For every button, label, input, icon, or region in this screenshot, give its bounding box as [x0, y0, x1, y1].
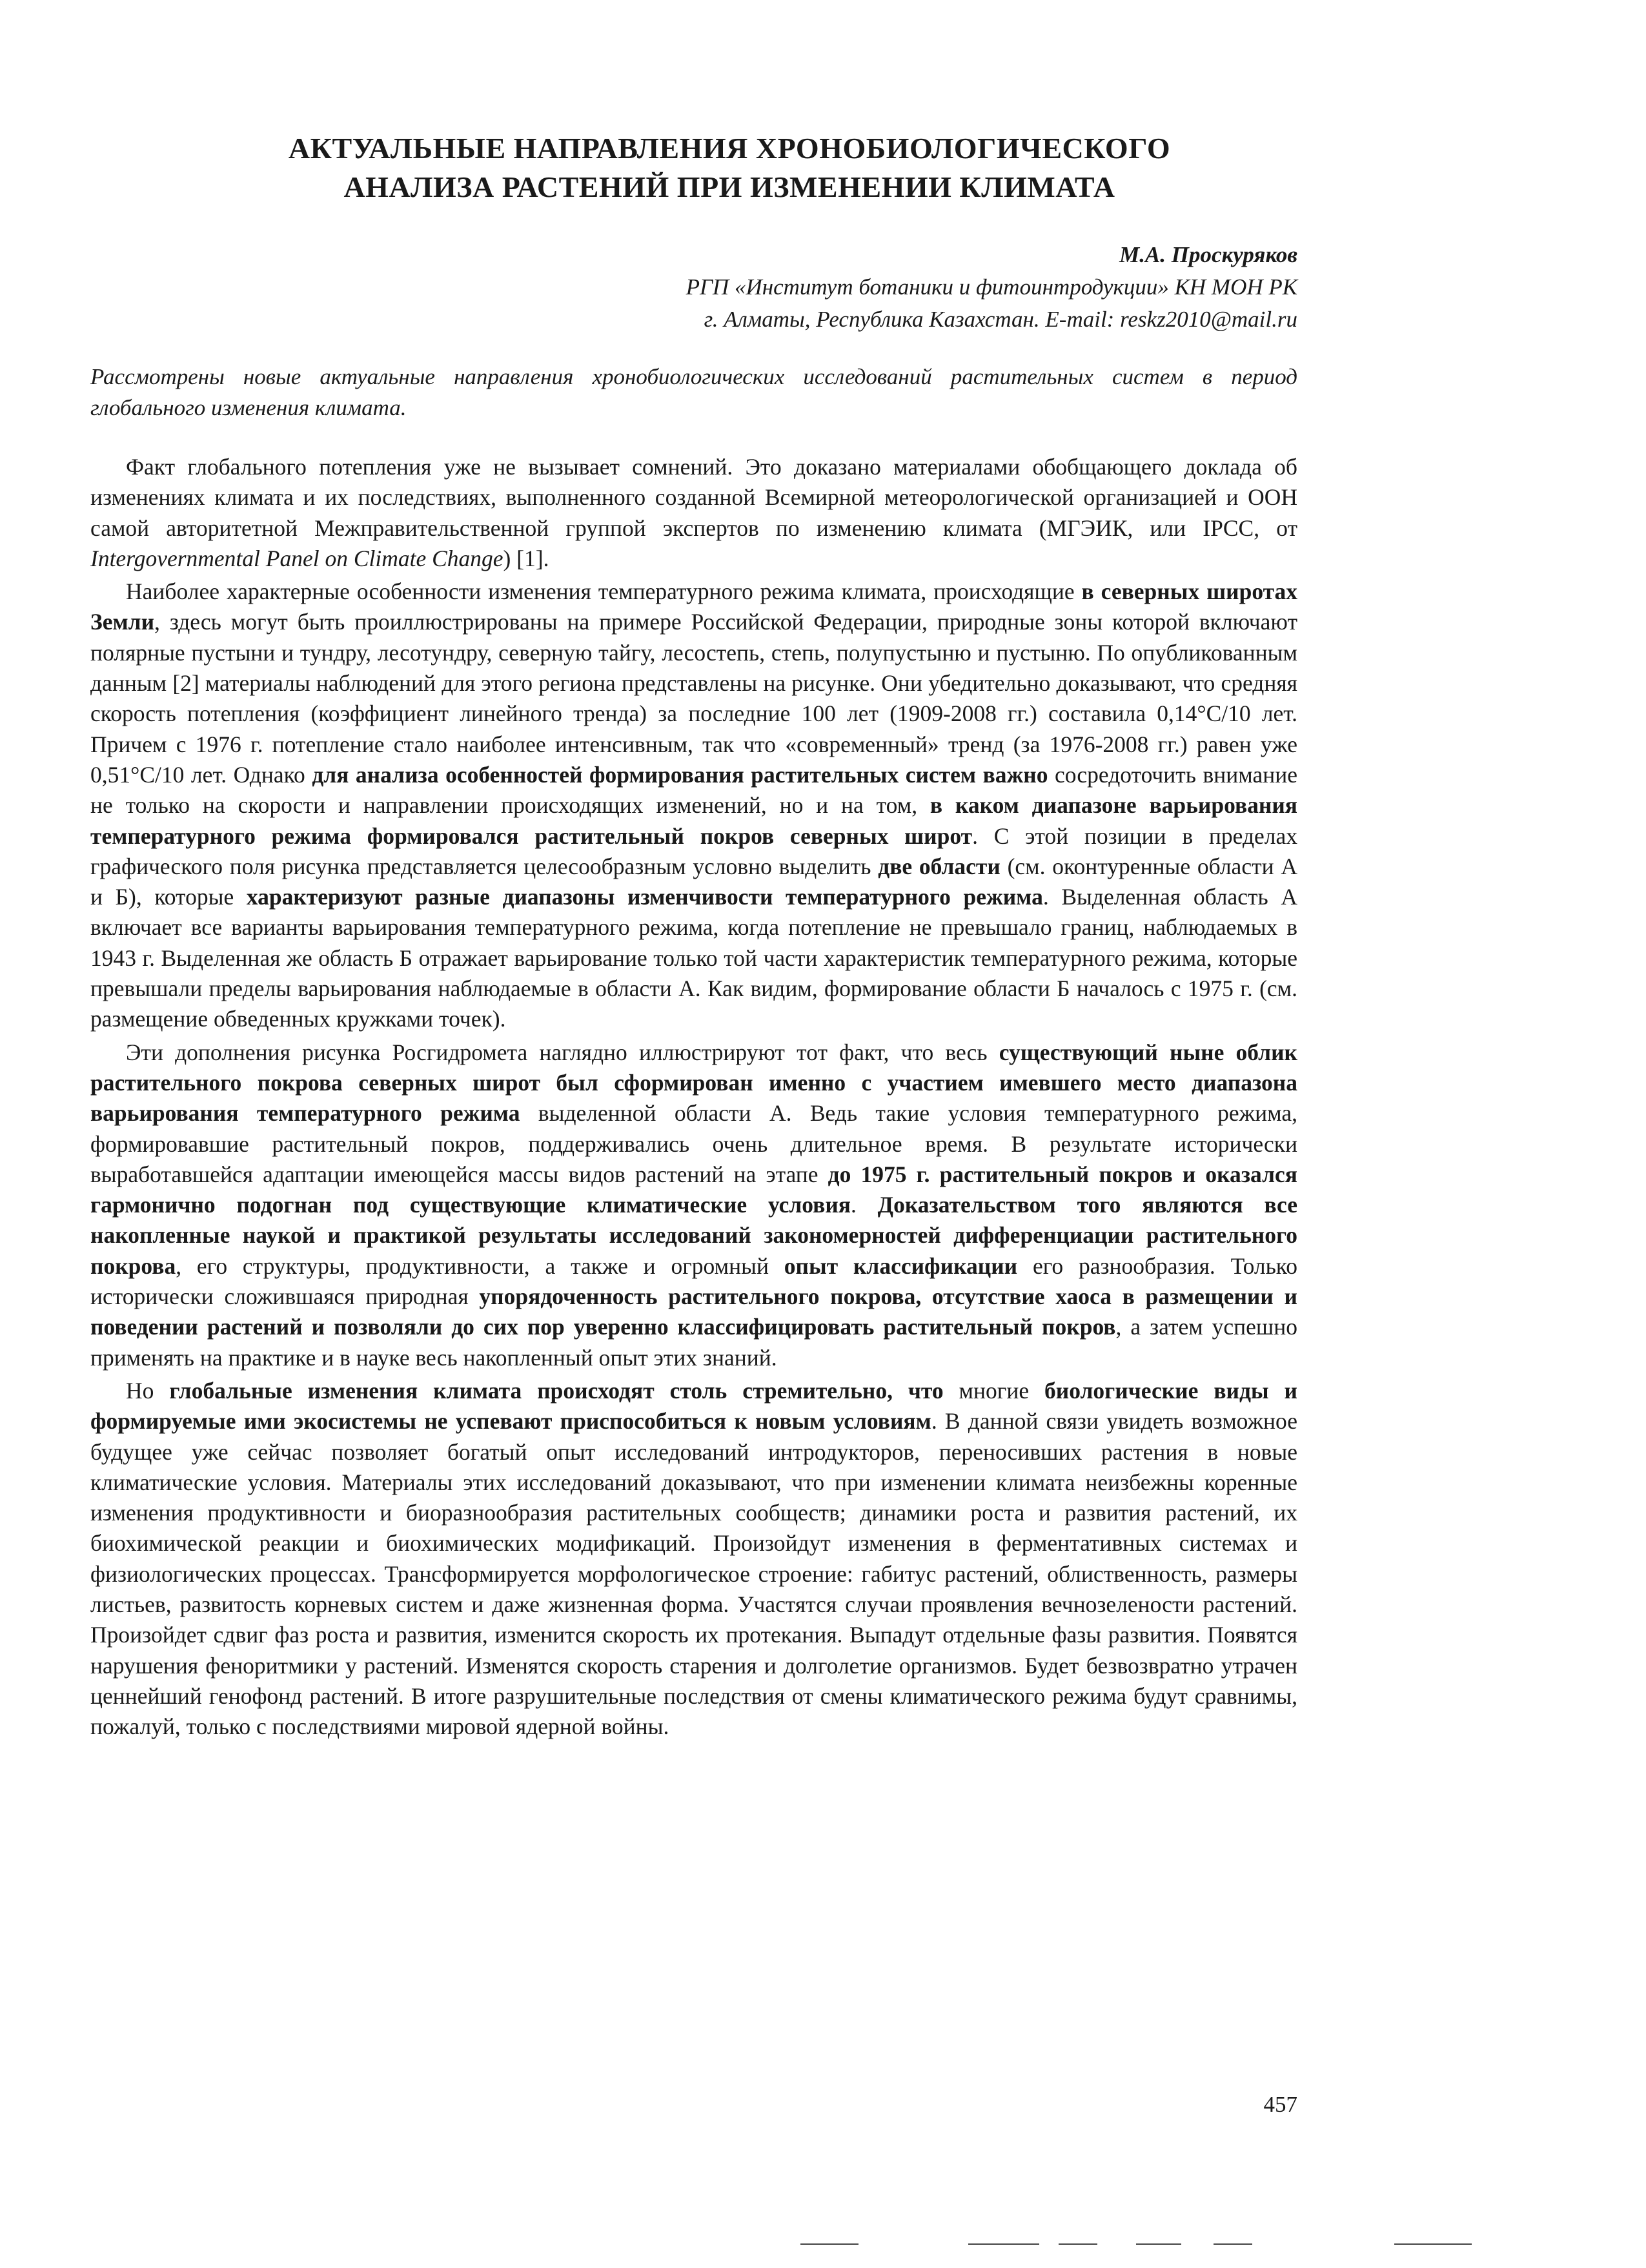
p2-text: . С этой позиции в пределах графического поля рисунка представляется целесообразным условно выделить: [90, 822, 1298, 879]
p3-text: .: [850, 1192, 878, 1218]
author-location: г. Алматы, Республика Казахстан. E-mail: reskz2010@mail.ru: [704, 307, 1297, 332]
p4-bold: глобальные изменения климата происходят столь стремительно, что: [169, 1377, 944, 1404]
p3-bold: опыт классификации: [784, 1252, 1018, 1279]
article-body: [90, 452, 1297, 1744]
author-affiliation: РГП «Институт ботаники и фитоинтродукции» КН МОН РК: [686, 274, 1297, 300]
p2-bold: в каком диапазоне варьирования температурного режима формировался растительный покров северных широт: [90, 792, 1297, 849]
scan-artifact: [1214, 2243, 1252, 2245]
p2-bold: в северных широтах Земли: [90, 578, 1297, 635]
p4-text: многие: [943, 1377, 1045, 1404]
p4-text: . В данной связи увидеть возможное будущее уже сейчас позволяет богатый опыт исследований интродукторов, переносивших растения в новые климатические условия. Материалы этих исследований доказывают, что при изменении климата неизбежны коренные изменения продуктивности и биоразнообразия растительных сообществ; динамики роста и развития растений, их биохимической реакции и биохимических модификаций. Произойдут изменения в ферментативных системах и физиологических процессах. Трансформируется морфологическое строение: габитус растений, облиственность, размеры листьев, развитость корневых систем и даже жизненная форма. Участятся случаи проявления вечнозелености растений. Произойдет сдвиг фаз роста и развития, изменится скорость их протекания. Выпадут отдельные фазы развития. Появятся нарушения феноритмики у растений. Изменятся скорость старения и долголетие организмов. Будет безвозвратно утрачен ценнейший генофонд растений. В итоге разрушительные последствия от смены климатического режима будут сравнимы, пожалуй, только с последствиями мировой ядерной войны.: [90, 1408, 1297, 1740]
p2-text: , здесь могут быть проиллюстрированы на примере Российской Федерации, природные зоны которой включают полярные пустыни и тундру, лесотундру, северную тайгу, лесостепь, степь, полупустыню и пустыню. По опубликованным данным [2] материалы наблюдений для этого региона представлены на рисунке. Они убедительно доказывают, что средняя скорость потепления (коэффициент линейного тренда) за последние 100 лет (1909-2008 гг.) составила 0,14°С/10 лет. Причем с 1976 г. потепление стало наиболее интенсивным, так что «современный» тренд (за 1976-2008 гг.) равен уже 0,51°С/10 лет. Однако: [90, 609, 1297, 788]
p4-bold: биологические виды и формируемые ими экосистемы не успевают приспособиться к новым условиям: [90, 1377, 1298, 1435]
title-line-1: АКТУАЛЬНЫЕ НАПРАВЛЕНИЯ ХРОНОБИОЛОГИЧЕСКОГО: [288, 132, 1171, 165]
p3-bold: упорядоченность растительного покрова, отсутствие хаоса в размещении и поведении растений и позволяли до сих пор уверенно классифицировать растительный покров: [90, 1283, 1298, 1340]
scan-artifact: [1136, 2243, 1181, 2245]
title-line-2: АНАЛИЗА РАСТЕНИЙ ПРИ ИЗМЕНЕНИИ КЛИМАТА: [343, 170, 1115, 203]
p3-bold: существующий ныне облик растительного покрова северных широт был сформирован именно с участием имевшего место диапазона варьирования температурного режима: [90, 1039, 1297, 1127]
scan-artifact: [800, 2243, 859, 2245]
author-name: М.А. Проскуряков: [1119, 242, 1297, 267]
p3-text: , его структуры, продуктивности, а также и огромный: [176, 1252, 784, 1279]
p3-bold: до 1975 г. растительный покров и оказался гармонично подогнан под существующие климатические условия: [90, 1161, 1297, 1218]
scan-artifact: [1394, 2243, 1472, 2245]
paragraph-2: [90, 577, 1297, 1034]
p3-bold: Доказательством того являются все накопленные наукой и практикой результаты исследований закономерностей дифференциации растительного покрова: [90, 1192, 1298, 1279]
p2-bold: две области: [878, 853, 1001, 879]
p2-text: (см. оконтуренные области А и Б), которые: [90, 853, 1297, 910]
paper-title: [194, 129, 1265, 207]
author-block: [452, 239, 1297, 336]
paragraph-3: [90, 1037, 1297, 1373]
p3-text: , а затем успешно применять на практике и в науке весь накопленный опыт этих знаний.: [90, 1314, 1297, 1371]
p2-bold: для анализа особенностей формирования растительных систем важно: [312, 761, 1048, 788]
p3-text: его разнообразия. Только исторически сложившаяся природная: [90, 1252, 1297, 1310]
p2-text: сосредоточить внимание не только на скорости и направлении происходящих изменений, но и на том,: [90, 761, 1297, 819]
scan-artifact: [1059, 2243, 1097, 2245]
abstract: Рассмотрены новые актуальные направления хронобиологических исследований растительных систем в период глобального изменения климата.: [90, 364, 1297, 420]
p2-text: . Выделенная область А включает все варианты варьирования температурного режима, когда потепление не превышало границ, наблюдаемых в 1943 г. Выделенная же область Б отражает варьирование только той части характеристик температурного режима, которые превышали пределы варьирования наблюдаемые в области А. Как видим, формирование области Б началось с 1975 г. (см. размещение обведенных кружками точек).: [90, 884, 1297, 1032]
p3-text: выделенной области А. Ведь такие условия температурного режима, формировавшие растительный покров, поддерживались очень длительное время. В результате исторически выработавшейся адаптации имеющейся массы видов растений на этапе: [90, 1100, 1297, 1187]
paragraph-4: [90, 1376, 1297, 1742]
p4-text: Но: [126, 1377, 170, 1404]
scan-artifact: [968, 2243, 1039, 2245]
page-number: 457: [1263, 2092, 1297, 2117]
p2-bold: характеризуют разные диапазоны изменчивости температурного режима: [246, 884, 1043, 910]
p2-text: Наиболее характерные особенности изменения температурного режима климата, происходящие: [126, 578, 1082, 605]
paragraph-1: Факт глобального потепления уже не вызывает сомнений. Это доказано материалами обобщающего доклада об изменениях климата и их последствиях, выполненного созданной Всемирной метеорологической организацией и ООН самой авторитетной Межправительственной группой экспертов по изменению климата (МГЭИК, или IPCC, от Intergovernmental Panel on Climate Change) [1].: [90, 454, 1297, 571]
ipcc-full-name: Intergovernmental Panel on Climate Change: [90, 545, 503, 571]
p3-text: Эти дополнения рисунка Росгидромета наглядно иллюстрируют тот факт, что весь: [126, 1039, 999, 1065]
